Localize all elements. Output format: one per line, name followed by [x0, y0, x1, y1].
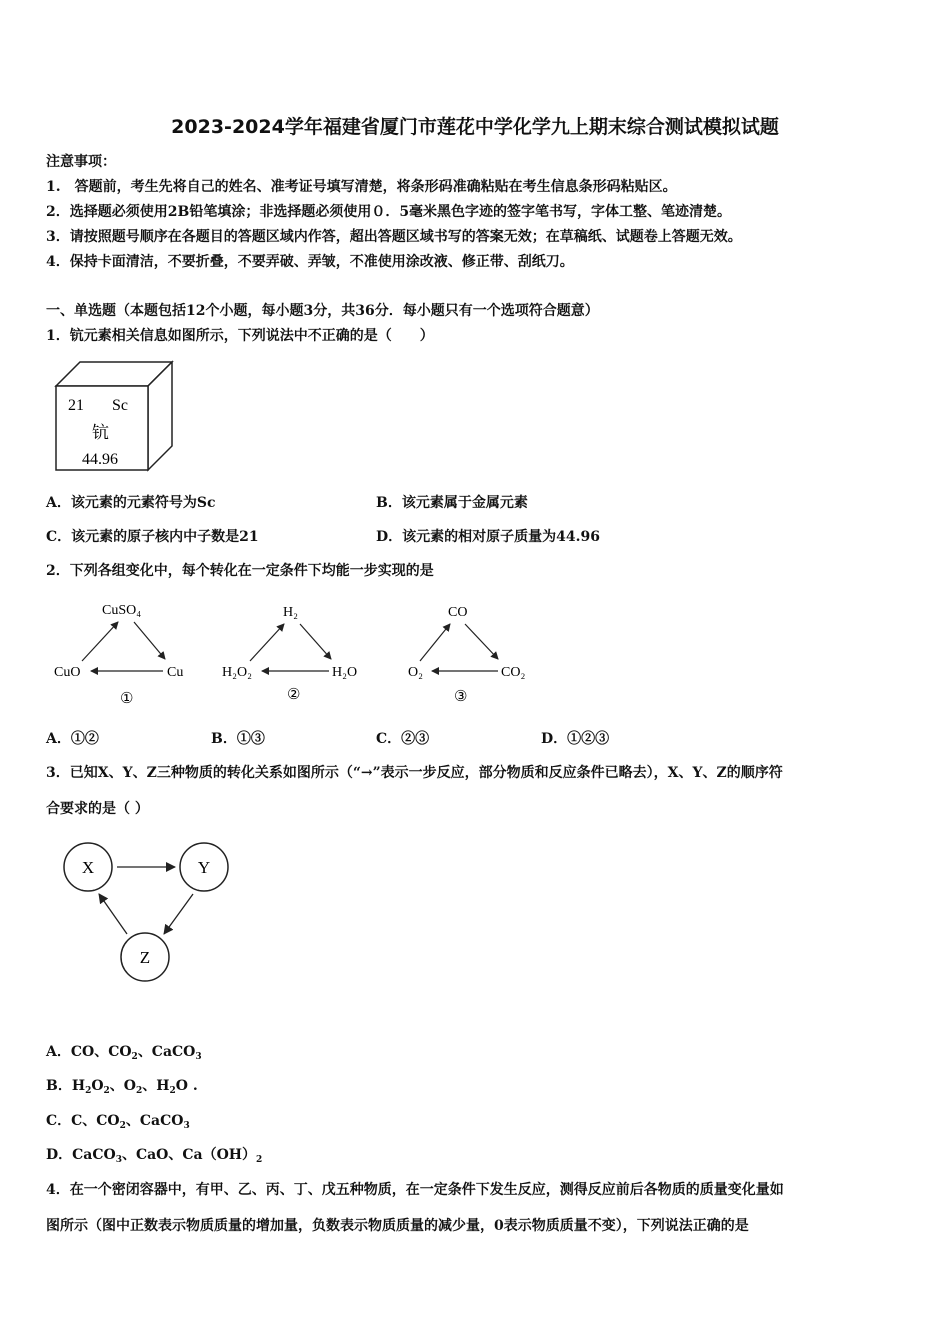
q2-d3-left: O₂ [408, 665, 423, 680]
q3-a-prefix: A．CO、CO [46, 1044, 132, 1060]
q1-option-c: C．该元素的原子核内中子数是21 [46, 529, 259, 545]
q3-d-sub1: 3 [115, 1155, 122, 1165]
q2-diagram-3 [408, 605, 525, 705]
q3-node-z: Z [139, 948, 151, 967]
q2-option-c: C．②③ [376, 731, 430, 747]
notice-item-3: 3．请按照题号顺序在各题目的答题区域内作答，超出答题区域书写的答案无效；在草稿纸、试题卷上答题无效。 [46, 229, 742, 245]
q3-node-x: X [81, 858, 95, 877]
q3-option-b [46, 1077, 198, 1095]
q4-stem-line2: 图所示（图中正数表示物质质量的增加量，负数表示物质质量的减少量，0表示物质质量不变），下列说法正确的是 [46, 1218, 749, 1234]
q3-d-prefix: D．CaCO [46, 1147, 116, 1163]
q3-option-d [46, 1146, 262, 1164]
q3-b-t1: O [91, 1078, 104, 1094]
q3-b-sub3: 2 [136, 1086, 143, 1096]
q3-c-mid: 、CaCO [125, 1113, 184, 1129]
q2-d1-right: Cu [167, 665, 184, 680]
notice-heading: 注意事项： [46, 154, 116, 170]
q2-d2-left: H₂O₂ [222, 665, 252, 680]
q3-a-sub1: 2 [131, 1052, 138, 1062]
q3-xyz-diagram [55, 838, 245, 988]
q2-d2-label: ② [287, 687, 301, 703]
q1-stem: 1．钪元素相关信息如图所示，下列说法中不正确的是（ ） [46, 328, 434, 344]
q2-d1-label: ① [120, 691, 134, 707]
q2-d1-left: CuO [54, 665, 81, 680]
q3-option-c [46, 1112, 190, 1130]
q2-diagram-2 [222, 605, 357, 703]
q3-stem-line2: 合要求的是（ ） [46, 801, 149, 817]
element-name: 钪 [92, 423, 109, 443]
element-mass: 44.96 [82, 451, 118, 468]
q3-stem-line1: 3．已知X、Y、Z三种物质的转化关系如图所示（“→”表示一步反应，部分物质和反应条件已略去），X、Y、Z的顺序符 [46, 765, 783, 781]
q1-option-d: D．该元素的相对原子质量为44.96 [376, 529, 600, 545]
q3-option-a [46, 1043, 202, 1061]
q2-option-a: A．①② [46, 731, 99, 747]
q3-c-sub1: 2 [119, 1121, 126, 1131]
q3-a-mid: 、CaCO [137, 1044, 196, 1060]
q2-d1-top: CuSO₄ [102, 603, 142, 618]
q2-diagrams [40, 595, 560, 715]
q3-b-prefix: B．H [46, 1078, 86, 1094]
q3-b-t3: 、H [142, 1078, 170, 1094]
q3-b-t2: 、O [109, 1078, 136, 1094]
notice-item-1: 1. 答题前，考生先将自己的姓名、准考证号填写清楚，将条形码准确粘贴在考生信息条形码粘贴区。 [46, 179, 677, 195]
q2-diagram-1 [54, 603, 183, 707]
q3-b-sub2: 2 [103, 1086, 110, 1096]
q3-node-y: Y [197, 858, 211, 877]
q2-d3-top: CO [448, 605, 468, 620]
q1-option-a: A．该元素的元素符号为Sc [46, 495, 216, 511]
q3-c-prefix: C．C、CO [46, 1113, 120, 1129]
element-cell-figure [52, 358, 177, 476]
q2-stem: 2．下列各组变化中，每个转化在一定条件下均能一步实现的是 [46, 563, 434, 579]
notice-item-4: 4．保持卡面清洁，不要折叠，不要弄破、弄皱，不准使用涂改液、修正带、刮纸刀。 [46, 254, 574, 270]
q2-d2-right: H₂O [332, 665, 358, 680]
q2-option-d: D．①②③ [541, 731, 610, 747]
q3-b-sub4: 2 [169, 1086, 176, 1096]
q1-option-b: B．该元素属于金属元素 [376, 495, 528, 511]
element-symbol: Sc [112, 397, 128, 414]
q3-b-t4: O . [175, 1078, 198, 1094]
q2-d3-label: ③ [454, 689, 468, 705]
q2-d2-top: H₂ [283, 605, 298, 620]
q3-a-sub2: 3 [195, 1052, 202, 1062]
q3-c-sub2: 3 [183, 1121, 190, 1131]
q4-stem-line1: 4．在一个密闭容器中，有甲、乙、丙、丁、戊五种物质，在一定条件下发生反应，测得反应前后各物质的质量变化量如 [46, 1182, 784, 1198]
q2-d3-right: CO₂ [501, 665, 526, 680]
q3-d-sub2: 2 [256, 1155, 263, 1165]
notice-item-2: 2．选择题必须使用2B铅笔填涂；非选择题必须使用０．5毫米黑色字迹的签字笔书写，字体工整、笔迹清楚。 [46, 204, 732, 220]
q3-b-sub1: 2 [85, 1086, 92, 1096]
q3-d-mid: 、CaO、Ca（OH） [121, 1147, 257, 1163]
section-heading: 一、单选题（本题包括12个小题，每小题3分，共36分．每小题只有一个选项符合题意） [46, 303, 599, 319]
element-number: 21 [68, 397, 84, 414]
q2-option-b: B．①③ [211, 731, 265, 747]
page-title: 2023-2024学年福建省厦门市莲花中学化学九上期末综合测试模拟试题 [171, 116, 779, 138]
